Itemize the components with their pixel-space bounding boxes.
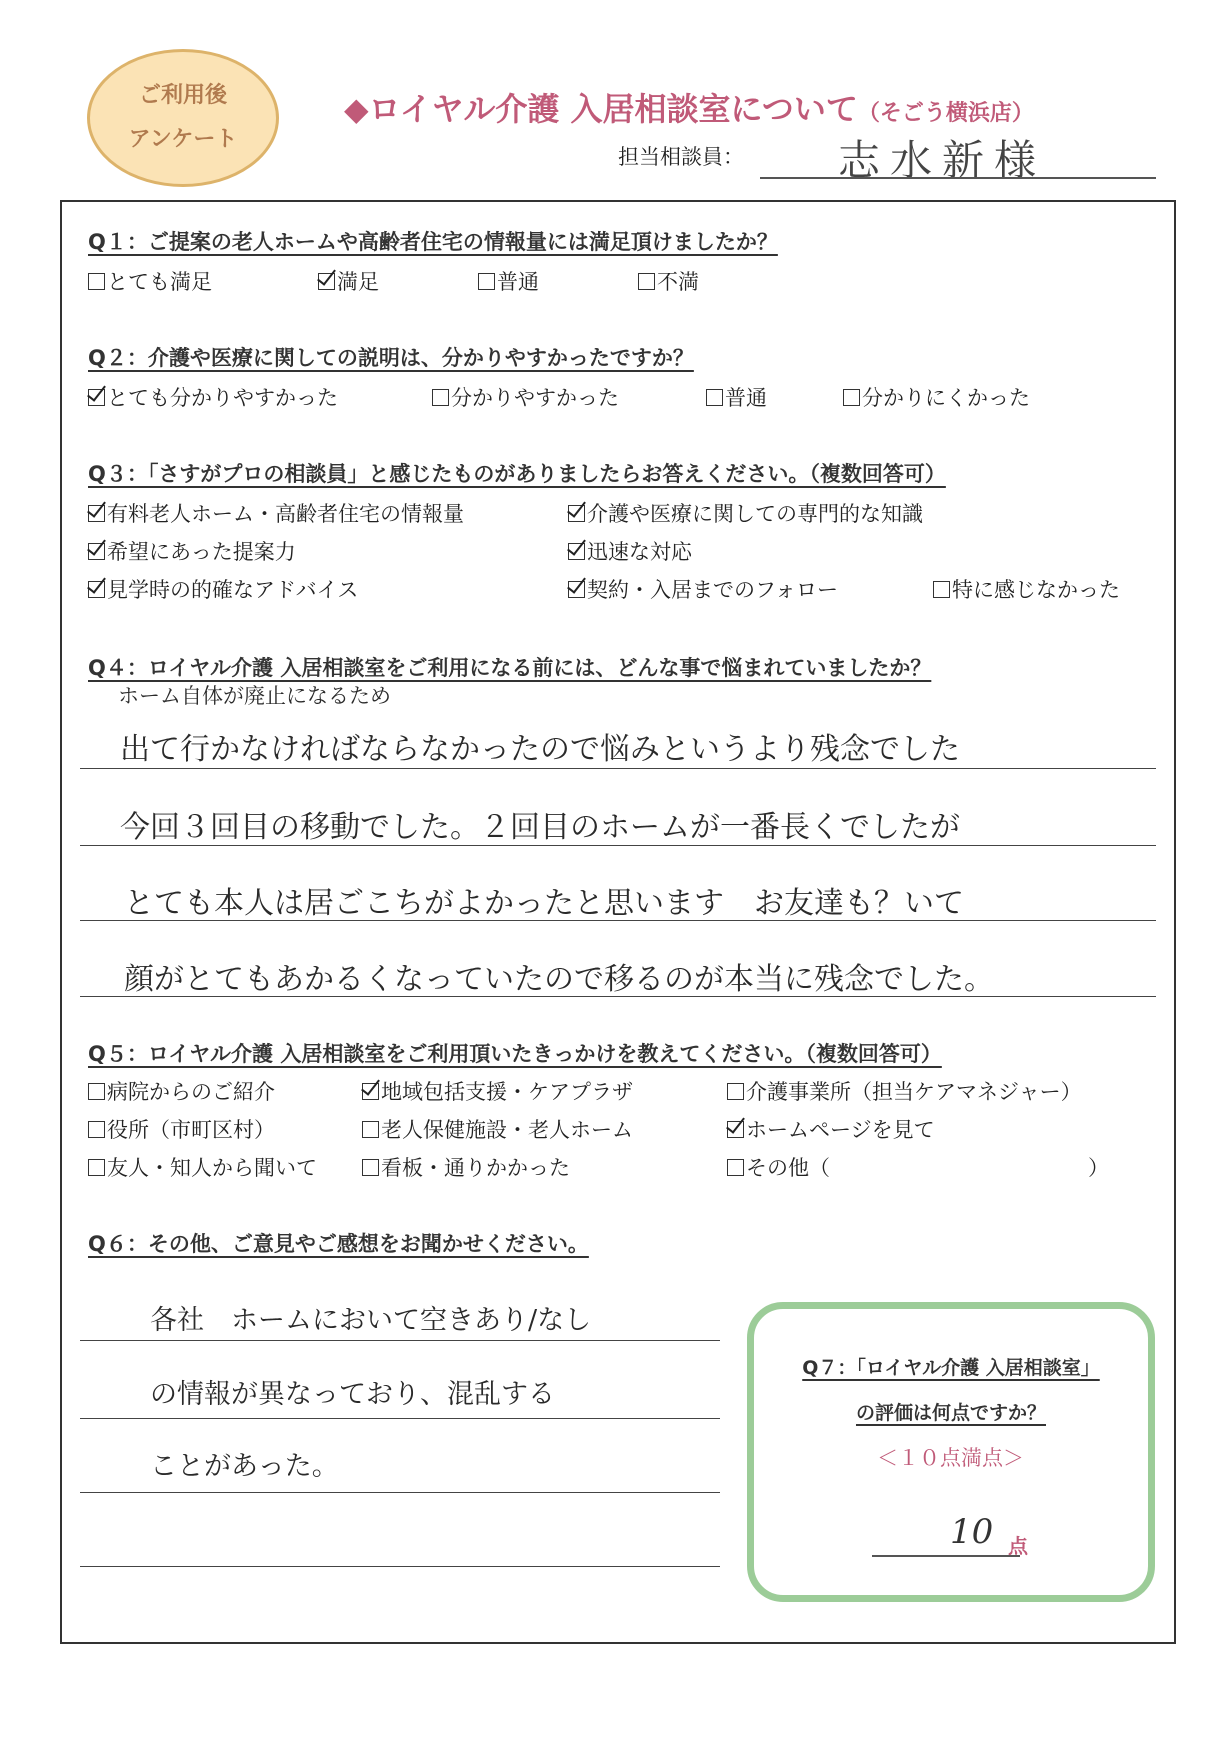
checkbox-checked[interactable]	[362, 1083, 379, 1100]
checkbox[interactable]	[88, 1121, 105, 1138]
page-title	[344, 84, 1034, 130]
q5-option[interactable]: 役所（市町区村）	[88, 1114, 275, 1144]
badge-line2: アンケート	[128, 127, 238, 152]
answer-line	[80, 996, 1156, 997]
q3-option[interactable]: 有料老人ホーム・高齢者住宅の情報量	[88, 498, 464, 528]
q7-max-note: ＜１０点満点＞	[877, 1446, 1024, 1470]
q3-option[interactable]: 希望にあった提案力	[88, 536, 296, 566]
q2-option[interactable]: 普通	[706, 382, 767, 412]
q6-question: Q６：その他、ご意見やご感想をお聞かせください。	[88, 1232, 589, 1256]
answer-line	[80, 1340, 720, 1341]
checkbox[interactable]	[727, 1159, 744, 1176]
q3-option[interactable]: 迅速な対応	[568, 536, 692, 566]
q7-title-line1: Q７：「ロイヤル介護 入居相談室」	[802, 1357, 1100, 1379]
q6-answer-line: ことがあった。	[150, 1451, 339, 1482]
answer-line	[80, 920, 1156, 921]
checkbox[interactable]	[432, 389, 449, 406]
q3-option[interactable]: 特に感じなかった	[933, 574, 1120, 604]
q3-option[interactable]: 見学時の的確なアドバイス	[88, 574, 358, 604]
answer-line	[80, 845, 1156, 846]
q2-option[interactable]: 分かりにくかった	[843, 382, 1030, 412]
answer-line	[80, 1492, 720, 1493]
q5-option-other[interactable]: その他（	[727, 1152, 830, 1182]
q7-title-line2: の評価は何点ですか？	[855, 1402, 1046, 1424]
q5-option[interactable]: 看板・通りかかった	[362, 1152, 570, 1182]
checkbox[interactable]	[88, 1083, 105, 1100]
checkbox-checked[interactable]	[88, 581, 105, 598]
q6-answer-line: の情報が異なっており、混乱する	[150, 1379, 555, 1410]
q2-option[interactable]: とても分かりやすかった	[88, 382, 338, 412]
q7-score-unit: 点	[1008, 1534, 1028, 1558]
q5-option[interactable]: 介護事業所（担当ケアマネジャー）	[727, 1076, 1082, 1106]
answer-line	[80, 768, 1156, 769]
checkbox[interactable]	[638, 273, 655, 290]
q1-option[interactable]: とても満足	[88, 266, 212, 296]
checkbox-checked[interactable]	[88, 505, 105, 522]
answer-line	[80, 1566, 720, 1567]
q6-answer-line: 各社 ホームにおいて空きあり/なし	[150, 1305, 592, 1336]
checkbox-checked[interactable]	[568, 581, 585, 598]
q3-option[interactable]: 契約・入居までのフォロー	[568, 574, 838, 604]
title-text: ◆ロイヤル介護 入居相談室について	[344, 90, 858, 128]
checkbox[interactable]	[362, 1121, 379, 1138]
q1-option[interactable]: 普通	[478, 266, 539, 296]
checkbox[interactable]	[88, 273, 105, 290]
q3-question: Q３：「さすがプロの相談員」と感じたものがありましたらお答えください。（複数回答可）	[88, 462, 946, 486]
counselor-label: 担当相談員：	[618, 145, 744, 169]
q5-other-close: ）	[1088, 1156, 1109, 1180]
q5-question: Q５：ロイヤル介護 入居相談室をご利用頂いたきっかけを教えてください。（複数回答可）	[88, 1042, 942, 1066]
checkbox-checked[interactable]	[568, 543, 585, 560]
q7-score[interactable]: 10	[950, 1512, 994, 1552]
checkbox[interactable]	[933, 581, 950, 598]
checkbox-checked[interactable]	[568, 505, 585, 522]
store-name: （そごう横浜店）	[857, 101, 1034, 126]
checkbox[interactable]	[478, 273, 495, 290]
checkbox[interactable]	[843, 389, 860, 406]
counselor-name: 志水新様	[838, 136, 1047, 185]
checkbox[interactable]	[88, 1159, 105, 1176]
q4-answer-line: 出て行かなければならなかったので悩みというより残念でした	[120, 732, 960, 767]
checkbox-checked[interactable]	[318, 273, 335, 290]
checkbox[interactable]	[706, 389, 723, 406]
checkbox-checked[interactable]	[88, 389, 105, 406]
checkbox-checked[interactable]	[88, 543, 105, 560]
q5-option[interactable]: 病院からのご紹介	[88, 1076, 275, 1106]
counselor-line	[760, 177, 1156, 179]
q2-option[interactable]: 分かりやすかった	[432, 382, 619, 412]
q5-option[interactable]: 老人保健施設・老人ホーム	[362, 1114, 633, 1144]
q1-question: Q１：ご提案の老人ホームや高齢者住宅の情報量には満足頂けましたか？	[88, 230, 778, 254]
q4-answer-line: ホーム自体が廃止になるため	[118, 684, 391, 708]
q3-option[interactable]: 介護や医療に関しての専門的な知識	[568, 498, 923, 528]
answer-line	[80, 1418, 720, 1419]
checkbox[interactable]	[362, 1159, 379, 1176]
checkbox-checked[interactable]	[727, 1121, 744, 1138]
q4-answer-line: 今回３回目の移動でした。２回目のホームが一番長くでしたが	[120, 810, 960, 845]
q4-answer-line: とても本人は居ごこちがよかったと思います お友達も？いて	[124, 886, 964, 921]
checkbox[interactable]	[727, 1083, 744, 1100]
q1-option[interactable]: 満足	[318, 266, 379, 296]
badge-line1: ご利用後	[138, 83, 227, 108]
q4-question: Q４：ロイヤル介護 入居相談室をご利用になる前には、どんな事で悩まれていましたか？	[88, 656, 932, 680]
score-line	[872, 1555, 1020, 1557]
q2-question: Q２：介護や医療に関しての説明は、分かりやすかったですか？	[88, 346, 694, 370]
q5-option[interactable]: 地域包括支援・ケアプラザ	[362, 1076, 633, 1106]
q1-option[interactable]: 不満	[638, 266, 699, 296]
q5-option[interactable]: ホームページを見て	[727, 1114, 935, 1144]
q5-option[interactable]: 友人・知人から聞いて	[88, 1152, 317, 1182]
survey-badge	[87, 49, 279, 187]
q4-answer-line: 顔がとてもあかるくなっていたので移るのが本当に残念でした。	[124, 962, 994, 997]
